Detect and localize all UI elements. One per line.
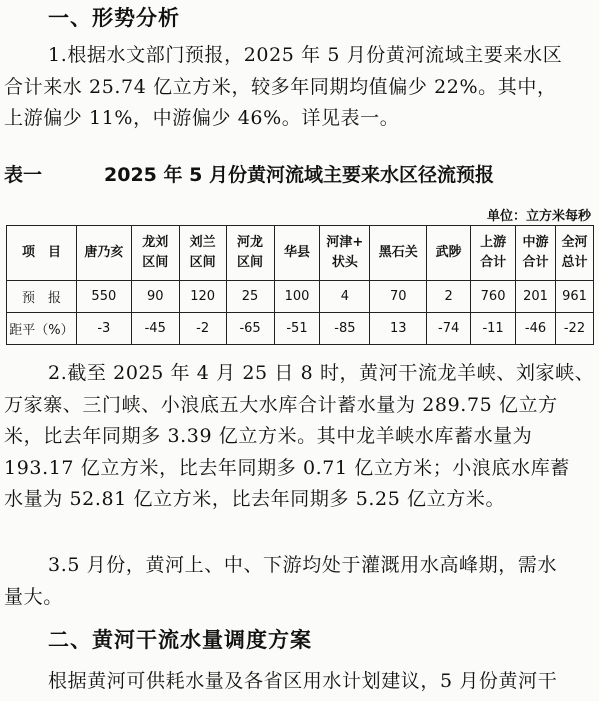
table-cell: 760: [471, 281, 516, 313]
table-cell: -65: [226, 313, 274, 345]
table-header-cell: [427, 226, 471, 281]
header-text: 区间: [237, 255, 264, 270]
table-cell: -85: [320, 313, 370, 345]
header-text: 龙刘: [142, 235, 169, 250]
table-header-cell: [471, 226, 516, 281]
section-heading-scheduling: 二、黄河干流水量调度方案: [48, 628, 312, 652]
table-header-cell: [516, 226, 556, 281]
table-unit: 单位：立方米每秒: [486, 209, 591, 224]
table-cell: 120: [179, 281, 226, 313]
table-cell: -46: [516, 313, 556, 345]
table-cell: 25: [226, 281, 274, 313]
table-cell: 4: [320, 281, 370, 313]
table-header-cell: [274, 226, 320, 281]
table-header-cell: [320, 226, 370, 281]
table-header-cell: [179, 226, 226, 281]
table-header-cell: [226, 226, 274, 281]
paragraph-line: 193.17 亿立方米，比去年同期多 0.71 亿立方米；小浪底水库蓄: [4, 456, 570, 479]
header-text: 刘兰: [189, 235, 216, 250]
table-cell: -74: [427, 313, 471, 345]
paragraph-reservoirs: [4, 358, 596, 516]
table-cell: 90: [131, 281, 179, 313]
table-label: 表一: [4, 164, 43, 186]
table-cell: 201: [516, 281, 556, 313]
header-text: 项 目: [21, 245, 61, 260]
paragraph-line: 2.截至 2025 年 4 月 25 日 8 时，黄河干流龙羊峡、刘家峡、: [48, 362, 595, 384]
header-text: 状头: [331, 255, 358, 270]
table-row: [7, 281, 594, 313]
table-header-cell: [131, 226, 179, 281]
runoff-forecast-table: [6, 225, 594, 345]
header-text: 合计: [522, 255, 549, 270]
table-row: [7, 313, 594, 345]
table-caption: 2025 年 5 月份黄河流域主要来水区径流预报: [104, 164, 494, 186]
header-text: 唐乃亥: [84, 245, 124, 260]
header-text: 区间: [142, 255, 169, 270]
table-cell: -51: [274, 313, 320, 345]
header-text: 中游: [522, 235, 549, 250]
header-text: 河津+: [326, 235, 364, 250]
paragraph-line: 1.根据水文部门预报，2025 年 5 月份黄河流域主要来水区: [48, 44, 563, 66]
paragraph-demand: [4, 550, 596, 613]
table-header-cell: [370, 226, 427, 281]
table-cell: 100: [274, 281, 320, 313]
table-cell: 961: [555, 281, 593, 313]
table-cell: 550: [76, 281, 131, 313]
table-cell: -11: [471, 313, 516, 345]
section-heading-situation: 一、形势分析: [48, 6, 180, 30]
paragraph-line: 水量为 52.81 亿立方米，比去年同期多 5.25 亿立方米。: [4, 488, 506, 510]
paragraph-line: 米，比去年同期多 3.39 亿立方米。其中龙羊峡水库蓄水量为: [4, 425, 533, 447]
header-text: 合计: [480, 255, 507, 270]
row-label: 预 报: [7, 281, 77, 313]
paragraph-scheduling: [4, 666, 596, 698]
table-cell: 70: [370, 281, 427, 313]
table-header-cell: [555, 226, 593, 281]
row-label: 距平（%）: [7, 313, 77, 345]
table-cell: -45: [131, 313, 179, 345]
table-header-cell: [7, 226, 77, 281]
header-text: 总计: [561, 255, 588, 270]
table-cell: 2: [427, 281, 471, 313]
table-cell: -22: [555, 313, 593, 345]
header-text: 黑石关: [378, 245, 418, 260]
header-text: 上游: [480, 235, 507, 250]
paragraph-forecast: [4, 40, 596, 135]
table-header-row: [7, 226, 594, 281]
table-cell: -2: [179, 313, 226, 345]
paragraph-line: 3.5 月份，黄河上、中、下游均处于灌溉用水高峰期，需水: [48, 554, 558, 576]
header-text: 区间: [189, 255, 216, 270]
paragraph-line: 量大。: [4, 585, 63, 608]
paragraph-line: 上游偏少 11%，中游偏少 46%。详见表一。: [4, 107, 400, 129]
header-text: 武陟: [435, 245, 462, 260]
table-header-cell: [76, 226, 131, 281]
header-text: 河龙: [237, 235, 264, 250]
header-text: 全河: [561, 235, 588, 250]
table-cell: -3: [76, 313, 131, 345]
paragraph-line: 合计来水 25.74 亿立方米，较多年同期均值偏少 22%。其中，: [4, 75, 557, 98]
paragraph-line: 根据黄河可供耗水量及各省区用水计划建议，5 月份黄河干: [48, 670, 558, 692]
table-cell: 13: [370, 313, 427, 345]
header-text: 华县: [283, 245, 310, 260]
paragraph-line: 万家寨、三门峡、小浪底五大水库合计蓄水量为 289.75 亿立方: [4, 393, 558, 416]
